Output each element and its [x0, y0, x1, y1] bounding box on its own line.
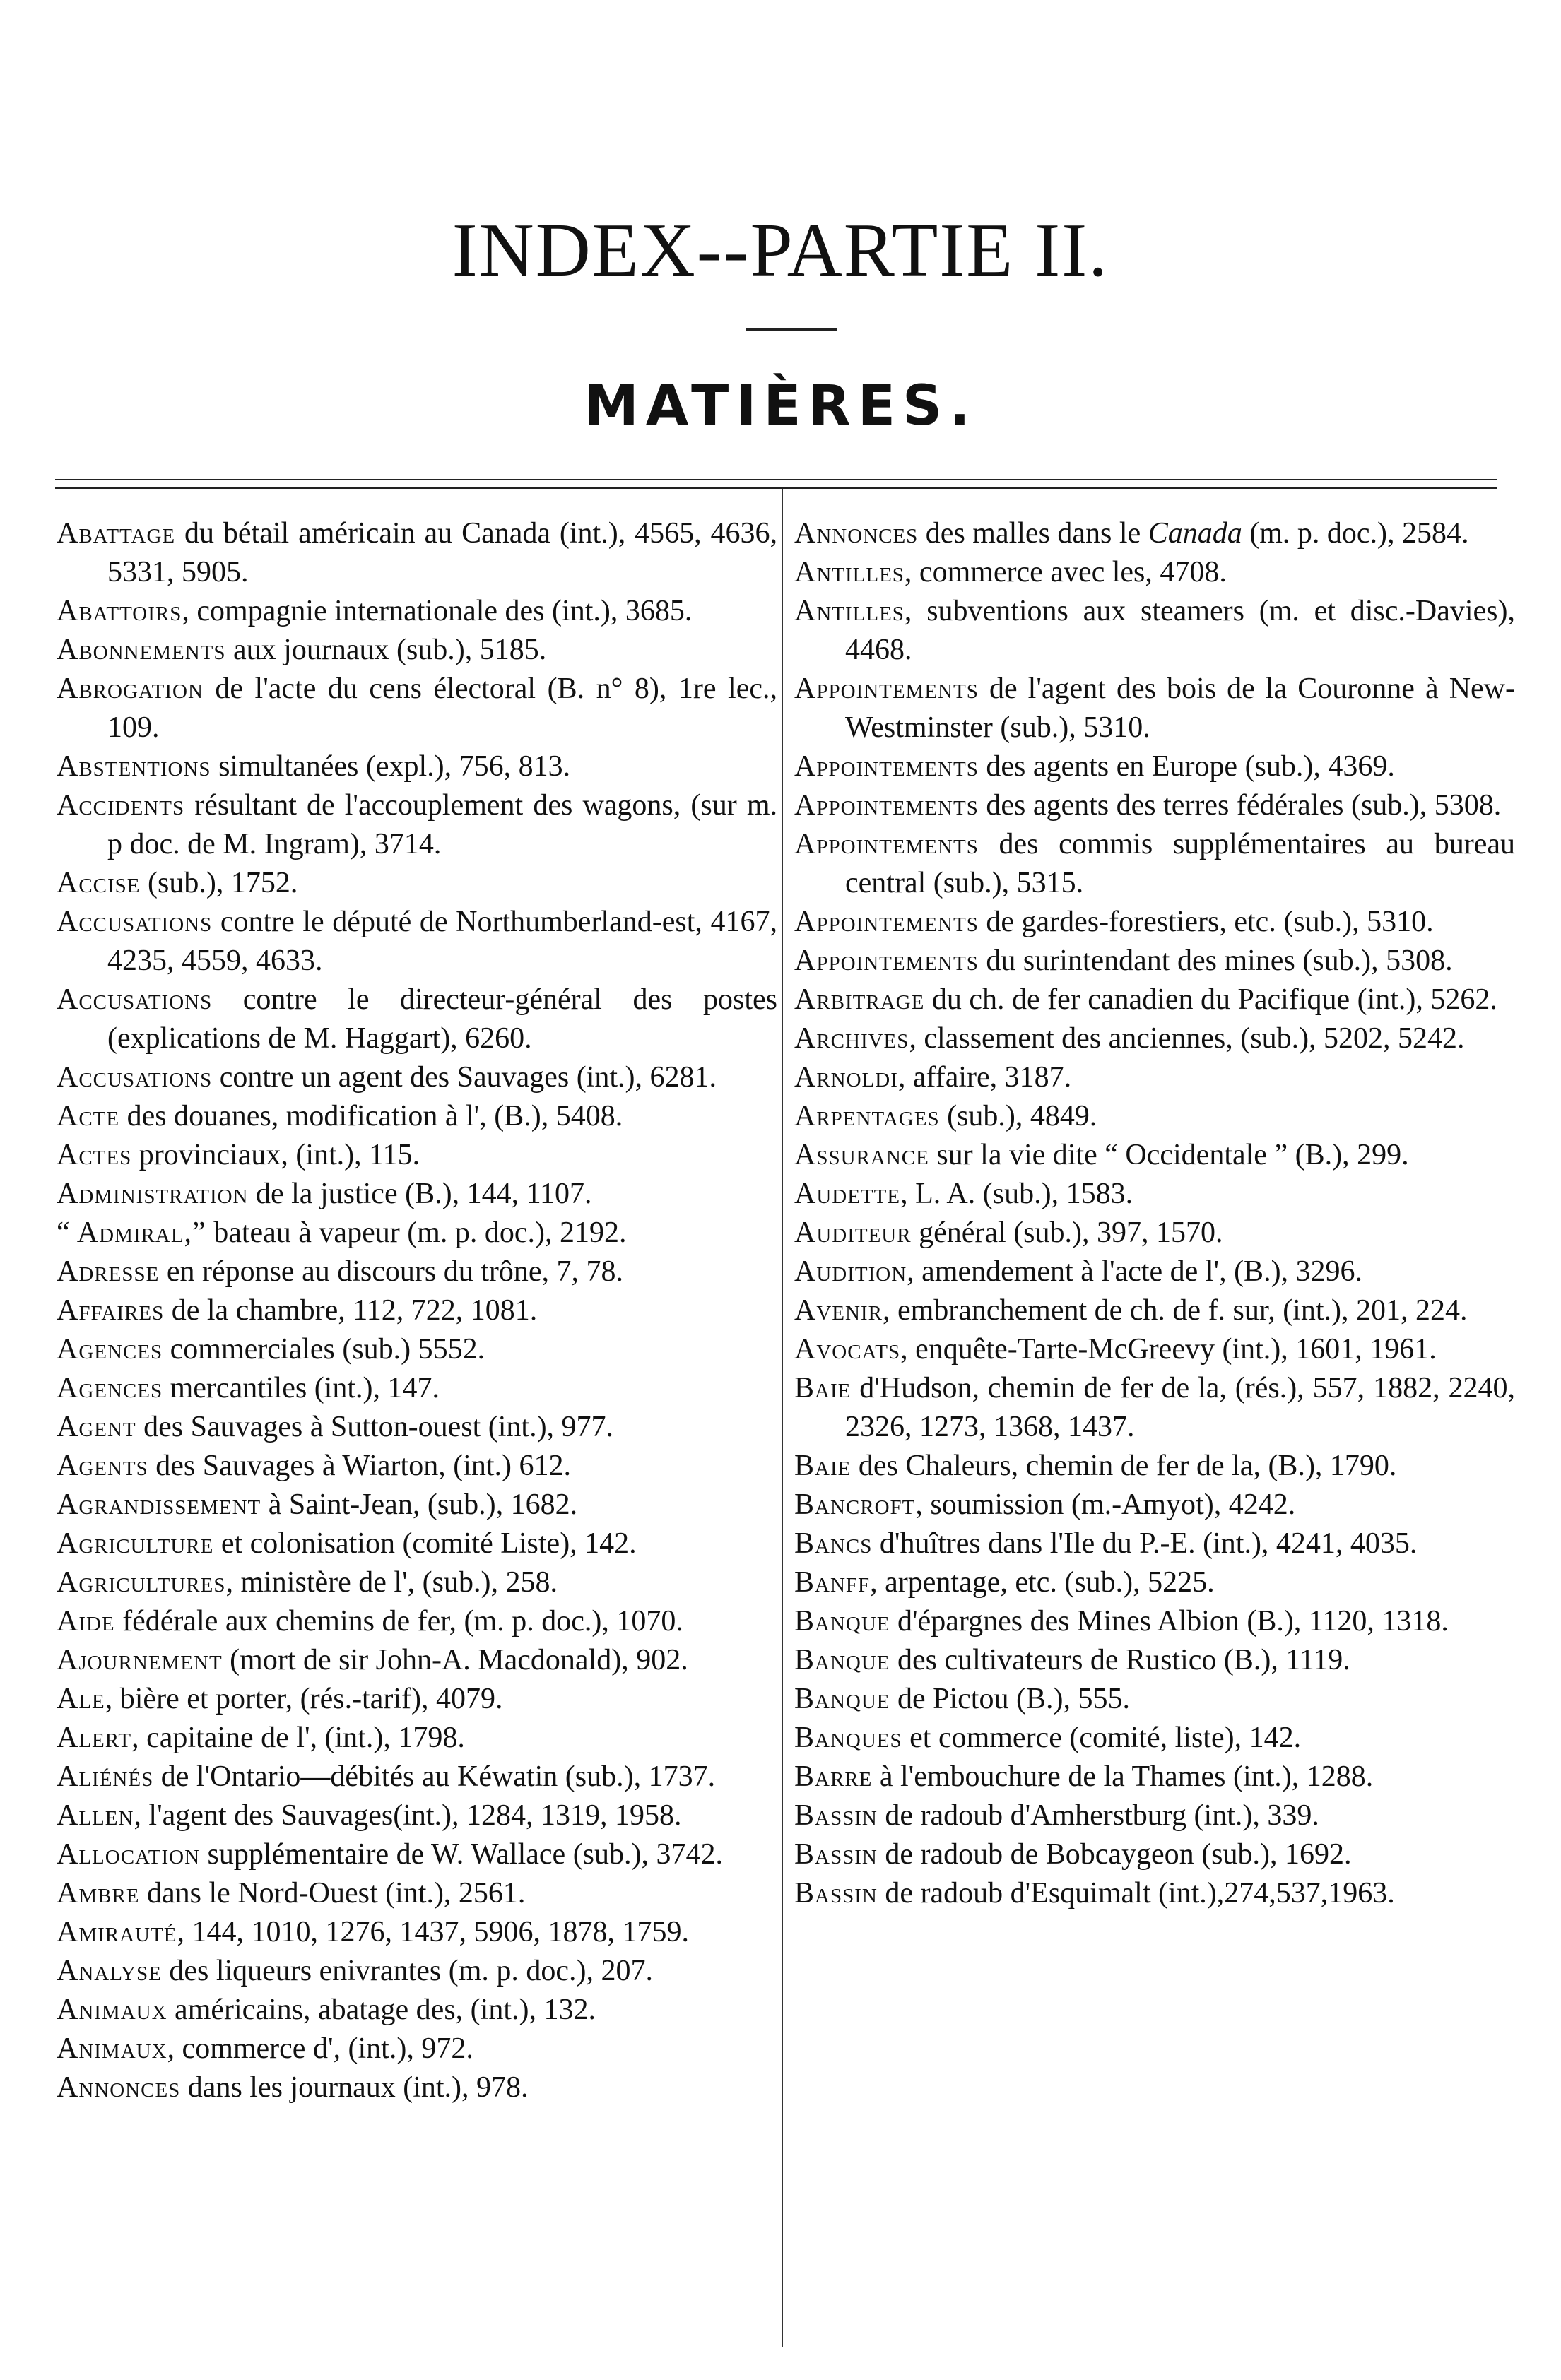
index-entry-text: bateau à vapeur (m. p. doc.), 2192.	[206, 1216, 627, 1249]
index-entry	[794, 1486, 1515, 1524]
index-entry	[57, 1913, 777, 1952]
index-entry-italic: Canada	[1148, 517, 1242, 550]
index-entry-text: des Sauvages à Wiarton, (int.) 612.	[148, 1450, 572, 1482]
index-entry	[794, 1291, 1515, 1330]
index-entry-heading: Abrogation	[57, 673, 204, 705]
index-entry-text: , embranchement de ch. de f. sur, (int.), 201, 224.	[882, 1294, 1468, 1327]
index-entry-heading: Audette	[794, 1178, 901, 1210]
index-entry	[57, 1369, 777, 1408]
index-entry-heading: Arnoldi	[794, 1061, 898, 1094]
index-entry-heading: Arbitrage	[794, 983, 925, 1016]
index-entry	[794, 1524, 1515, 1563]
index-entry-text: dans les journaux (int.), 978.	[180, 2071, 529, 2104]
index-entry	[794, 1214, 1515, 1253]
index-entry-heading: Barre	[794, 1760, 873, 1793]
index-entry-heading: Ale	[57, 1683, 105, 1715]
index-entry-heading: Aliénés	[57, 1760, 154, 1793]
index-entry	[794, 942, 1515, 981]
index-entry-heading: Accusations	[57, 1061, 213, 1094]
index-entry-text: , commerce d', (int.), 972.	[167, 2032, 473, 2065]
index-entry-text: des agents en Europe (sub.), 4369.	[978, 750, 1395, 783]
index-entry-heading: Ajournement	[57, 1644, 223, 1676]
index-entry-text: d'épargnes des Mines Albion (B.), 1120, 1318.	[890, 1605, 1449, 1638]
index-entry-heading: Accusations	[57, 906, 213, 938]
index-entry-text: des cultivateurs de Rustico (B.), 1119.	[890, 1644, 1350, 1676]
index-entry-heading: Appointements	[794, 750, 979, 783]
header-rule-lower	[55, 487, 1497, 489]
index-entry	[57, 1641, 777, 1680]
index-entry-heading: Affaires	[57, 1294, 165, 1327]
index-entry-text: d'huîtres dans l'Ile du P.-E. (int.), 4241, 4035.	[872, 1527, 1418, 1560]
index-entry	[57, 670, 777, 747]
index-entry-heading: Bassin	[794, 1799, 878, 1832]
index-entry	[57, 1447, 777, 1486]
index-entry-heading: Assurance	[794, 1139, 929, 1171]
index-entry	[57, 1408, 777, 1447]
column-divider	[782, 489, 783, 2347]
index-entry-heading: Amirauté	[57, 1916, 177, 1948]
index-entry-text: de Pictou (B.), 555.	[890, 1683, 1130, 1715]
index-entry	[57, 864, 777, 903]
index-entry	[57, 903, 777, 981]
index-entry	[794, 1563, 1515, 1602]
index-entry-heading: Animaux	[57, 1994, 167, 2026]
index-entry	[794, 1835, 1515, 1874]
index-entry	[794, 903, 1515, 942]
index-entry	[794, 1369, 1515, 1447]
index-entry	[57, 1097, 777, 1136]
index-entry	[57, 747, 777, 786]
index-entry	[57, 1058, 777, 1097]
index-entry-heading: Analyse	[57, 1955, 162, 1987]
index-entry-heading: Accidents	[57, 789, 185, 822]
index-entry-heading: Annonces	[794, 517, 919, 550]
index-entry-heading: Auditeur	[794, 1216, 912, 1249]
index-entry-heading: Agriculture	[57, 1527, 214, 1560]
index-entry-heading: Accusations	[57, 983, 213, 1016]
index-entry-heading: Agent	[57, 1411, 136, 1443]
index-entry-heading: Baie	[794, 1372, 852, 1404]
index-entry-text: des liqueurs enivrantes (m. p. doc.), 207.	[161, 1955, 654, 1987]
index-entry	[57, 1563, 777, 1602]
index-entry-text: des Chaleurs, chemin de fer de la, (B.), 1790.	[851, 1450, 1397, 1482]
index-entry-heading: Allocation	[57, 1838, 201, 1871]
index-entry-heading: Acte	[57, 1100, 120, 1132]
index-entry-heading: Animaux	[57, 2032, 167, 2065]
index-entry-text: , enquête-Tarte-McGreevy (int.), 1601, 1961.	[900, 1333, 1437, 1366]
index-entry-text: , ministère de l', (sub.), 258.	[225, 1566, 558, 1599]
index-entry	[794, 825, 1515, 903]
index-entry-text: (mort de sir John-A. Macdonald), 902.	[222, 1644, 688, 1676]
index-entry-heading: Abonnements	[57, 634, 226, 666]
index-entry-text: des Sauvages à Sutton-ouest (int.), 977.	[136, 1411, 614, 1443]
index-entry-heading: Agricultures	[57, 1566, 226, 1599]
index-entry-text: dans le Nord-Ouest (int.), 2561.	[139, 1877, 526, 1910]
index-entry-text: , soumission (m.-Amyot), 4242.	[915, 1488, 1296, 1521]
index-entry-heading: Appointements	[794, 828, 979, 860]
index-entry	[794, 1796, 1515, 1835]
index-entry-heading: Banque	[794, 1644, 890, 1676]
index-entry-text: provinciaux, (int.), 115.	[131, 1139, 420, 1171]
index-entry	[794, 1602, 1515, 1641]
index-entry-text: des douanes, modification à l', (B.), 5408.	[119, 1100, 623, 1132]
index-entry	[794, 981, 1515, 1019]
index-entry-text: sur la vie dite “ Occidentale ” (B.), 299.	[929, 1139, 1409, 1171]
index-entry-text: , arpentage, etc. (sub.), 5225.	[870, 1566, 1215, 1599]
index-entry-heading: Audition	[794, 1255, 907, 1288]
index-entry-text: général (sub.), 397, 1570.	[911, 1216, 1223, 1249]
index-entry-heading: Archives	[794, 1022, 909, 1055]
index-entry	[57, 1330, 777, 1369]
index-entry	[794, 1758, 1515, 1796]
index-entry	[57, 1680, 777, 1719]
index-entry	[794, 592, 1515, 670]
index-entry-text: , commerce avec les, 4708.	[904, 556, 1227, 588]
index-entry-heading: Bassin	[794, 1838, 878, 1871]
header-rule-upper	[55, 479, 1497, 480]
index-entry-heading: Agences	[57, 1333, 163, 1366]
index-entry-text: du surintendant des mines (sub.), 5308.	[978, 945, 1453, 977]
index-entry	[794, 1058, 1515, 1097]
index-entry-heading: Appointements	[794, 789, 979, 822]
index-entry	[794, 553, 1515, 592]
index-entry	[57, 981, 777, 1058]
index-entry-heading: Abattoirs	[57, 595, 182, 627]
index-entry	[794, 1330, 1515, 1369]
index-entry-text: de la chambre, 112, 722, 1081.	[164, 1294, 538, 1327]
index-column-left	[57, 514, 777, 2107]
index-entry-heading: Ambre	[57, 1877, 140, 1910]
index-entry-text: aux journaux (sub.), 5185.	[225, 634, 547, 666]
index-entry-heading: Abattage	[57, 517, 176, 550]
index-entry-text: des agents des terres fédérales (sub.), 5308.	[978, 789, 1502, 822]
index-entry-heading: Alert	[57, 1722, 132, 1754]
index-entry	[794, 1447, 1515, 1486]
index-entry-text: à Saint-Jean, (sub.), 1682.	[261, 1488, 578, 1521]
index-entry-text: du ch. de fer canadien du Pacifique (int.), 5262.	[924, 983, 1497, 1016]
index-entry-text: contre le directeur-général des postes (explications de M. Haggart), 6260.	[107, 983, 777, 1055]
index-entry-text: supplémentaire de W. Wallace (sub.), 3742.	[200, 1838, 724, 1871]
index-entry	[57, 1486, 777, 1524]
index-entry-text: à l'embouchure de la Thames (int.), 1288.	[872, 1760, 1374, 1793]
index-entry	[794, 1641, 1515, 1680]
index-entry-heading: Avenir	[794, 1294, 883, 1327]
index-entry-text: (sub.), 4849.	[939, 1100, 1097, 1132]
index-entry-text: en réponse au discours du trône, 7, 78.	[159, 1255, 623, 1288]
index-entry	[794, 1097, 1515, 1136]
index-entry	[794, 1680, 1515, 1719]
index-entry-text: , 144, 1010, 1276, 1437, 5906, 1878, 1759.	[177, 1916, 689, 1948]
index-entry	[794, 1019, 1515, 1058]
index-entry	[57, 592, 777, 631]
index-entry-text: de l'agent des bois de la Couronne à New-Westminster (sub.), 5310.	[845, 673, 1515, 744]
index-entry-text: de l'acte du cens électoral (B. n° 8), 1re lec., 109.	[107, 673, 777, 744]
index-entry	[57, 1602, 777, 1641]
index-entry	[57, 1175, 777, 1214]
index-entry	[794, 747, 1515, 786]
index-entry-heading: Bancs	[794, 1527, 873, 1560]
index-entry-heading: Avocats	[794, 1333, 901, 1366]
index-entry-text: , amendement à l'acte de l', (B.), 3296.	[907, 1255, 1363, 1288]
index-entry-text: (sub.), 1752.	[140, 867, 298, 899]
index-entry-heading: Adresse	[57, 1255, 160, 1288]
index-entry-heading: Banque	[794, 1605, 890, 1638]
index-entry-text: mercantiles (int.), 147.	[163, 1372, 440, 1404]
index-entry-heading: Banques	[794, 1722, 902, 1754]
index-entry	[57, 1835, 777, 1874]
index-entry-text: résultant de l'accouplement des wagons, (sur m. p doc. de M. Ingram), 3714.	[107, 789, 777, 860]
index-entry-heading: Appointements	[794, 945, 979, 977]
index-entry-text: contre un agent des Sauvages (int.), 6281.	[212, 1061, 717, 1094]
index-entry-heading: Allen	[57, 1799, 134, 1832]
index-entry-heading: Agrandissement	[57, 1488, 261, 1521]
index-entry-heading: Banff	[794, 1566, 871, 1599]
index-entry-text: , bière et porter, (rés.-tarif), 4079.	[105, 1683, 503, 1715]
index-entry-text: , classement des anciennes, (sub.), 5202, 5242.	[909, 1022, 1465, 1055]
index-entry	[57, 1796, 777, 1835]
index-entry-text: , compagnie internationale des (int.), 3685.	[182, 595, 693, 627]
index-entry-text: commerciales (sub.) 5552.	[163, 1333, 485, 1366]
index-entry	[794, 786, 1515, 825]
index-entry-text: des malles dans le	[918, 517, 1148, 550]
index-entry-text: , affaire, 3187.	[897, 1061, 1072, 1094]
index-entry-text: et commerce (comité, liste), 142.	[902, 1722, 1302, 1754]
index-entry-text: , L. A. (sub.), 1583.	[900, 1178, 1133, 1210]
index-entry-heading: Actes	[57, 1139, 132, 1171]
index-entry	[57, 1991, 777, 2030]
index-entry-text: , capitaine de l', (int.), 1798.	[131, 1722, 465, 1754]
index-entry-heading: Agences	[57, 1372, 163, 1404]
index-entry	[794, 670, 1515, 747]
index-entry-heading: Bancroft	[794, 1488, 916, 1521]
index-entry	[57, 1214, 777, 1253]
index-entry-text: de radoub de Bobcaygeon (sub.), 1692.	[877, 1838, 1352, 1871]
index-entry-heading: Appointements	[794, 906, 979, 938]
index-entry-text: fédérale aux chemins de fer, (m. p. doc.), 1070.	[114, 1605, 683, 1638]
index-entry-heading: Antilles	[794, 595, 905, 627]
index-entry-heading: Bassin	[794, 1877, 878, 1910]
index-entry-heading: Banque	[794, 1683, 890, 1715]
index-entry-heading: Annonces	[57, 2071, 181, 2104]
index-entry-heading: Antilles	[794, 556, 905, 588]
index-entry-text: d'Hudson, chemin de fer de la, (rés.), 557, 1882, 2240, 2326, 1273, 1368, 1437.	[845, 1372, 1515, 1443]
index-entry-heading: Administration	[57, 1178, 249, 1210]
index-entry	[57, 1874, 777, 1913]
index-entry-heading: Arpentages	[794, 1100, 940, 1132]
index-entry-heading: Agents	[57, 1450, 148, 1482]
index-entry-text: de l'Ontario—débités au Kéwatin (sub.), 1737.	[153, 1760, 716, 1793]
index-entry	[57, 2030, 777, 2068]
index-entry	[57, 1524, 777, 1563]
index-entry-text: , l'agent des Sauvages(int.), 1284, 1319, 1958.	[134, 1799, 682, 1832]
index-entry-text: du bétail américain au Canada (int.), 4565, 4636, 5331, 5905.	[107, 517, 777, 588]
index-entry-text: , subventions aux steamers (m. et disc.-Davies), 4468.	[845, 595, 1515, 666]
index-entry	[57, 2068, 777, 2107]
index-entry-pages: (m. p. doc.), 2584.	[1242, 517, 1469, 550]
index-entry	[794, 1874, 1515, 1913]
index-entry	[57, 1291, 777, 1330]
index-entry-heading: “ Admiral,”	[57, 1216, 206, 1249]
index-entry	[794, 1136, 1515, 1175]
index-entry-text: contre le député de Northumberland-est, 4167, 4235, 4559, 4633.	[107, 906, 777, 977]
index-entry-text: simultanées (expl.), 756, 813.	[211, 750, 571, 783]
index-entry-text: de radoub d'Amherstburg (int.), 339.	[877, 1799, 1319, 1832]
index-entry-text: et colonisation (comité Liste), 142.	[213, 1527, 637, 1560]
index-entry-text: de gardes-forestiers, etc. (sub.), 5310.	[978, 906, 1434, 938]
index-entry-heading: Accise	[57, 867, 141, 899]
index-entry	[57, 514, 777, 592]
index-column-right	[794, 514, 1515, 1913]
index-entry	[794, 1253, 1515, 1291]
index-entry-heading: Abstentions	[57, 750, 211, 783]
index-entry-heading: Appointements	[794, 673, 979, 705]
index-entry	[57, 1136, 777, 1175]
index-entry-text: américains, abatage des, (int.), 132.	[167, 1994, 596, 2026]
index-entry-text: des commis supplémentaires au bureau central (sub.), 5315.	[845, 828, 1515, 899]
index-entry	[57, 1758, 777, 1796]
index-entry	[57, 1253, 777, 1291]
index-entry-heading: Baie	[794, 1450, 852, 1482]
page-title: INDEX--PARTIE II.	[452, 208, 1109, 292]
index-entry	[794, 1719, 1515, 1758]
index-entry	[57, 1952, 777, 1991]
title-underline	[746, 328, 837, 331]
index-entry-text: de radoub d'Esquimalt (int.),274,537,1963.	[877, 1877, 1395, 1910]
section-title: MATIÈRES.	[584, 374, 977, 438]
index-entry	[57, 631, 777, 670]
index-entry	[794, 1175, 1515, 1214]
index-entry-text: de la justice (B.), 144, 1107.	[248, 1178, 592, 1210]
index-entry	[794, 514, 1515, 553]
index-entry-heading: Aide	[57, 1605, 115, 1638]
index-entry	[57, 1719, 777, 1758]
index-entry	[57, 786, 777, 864]
